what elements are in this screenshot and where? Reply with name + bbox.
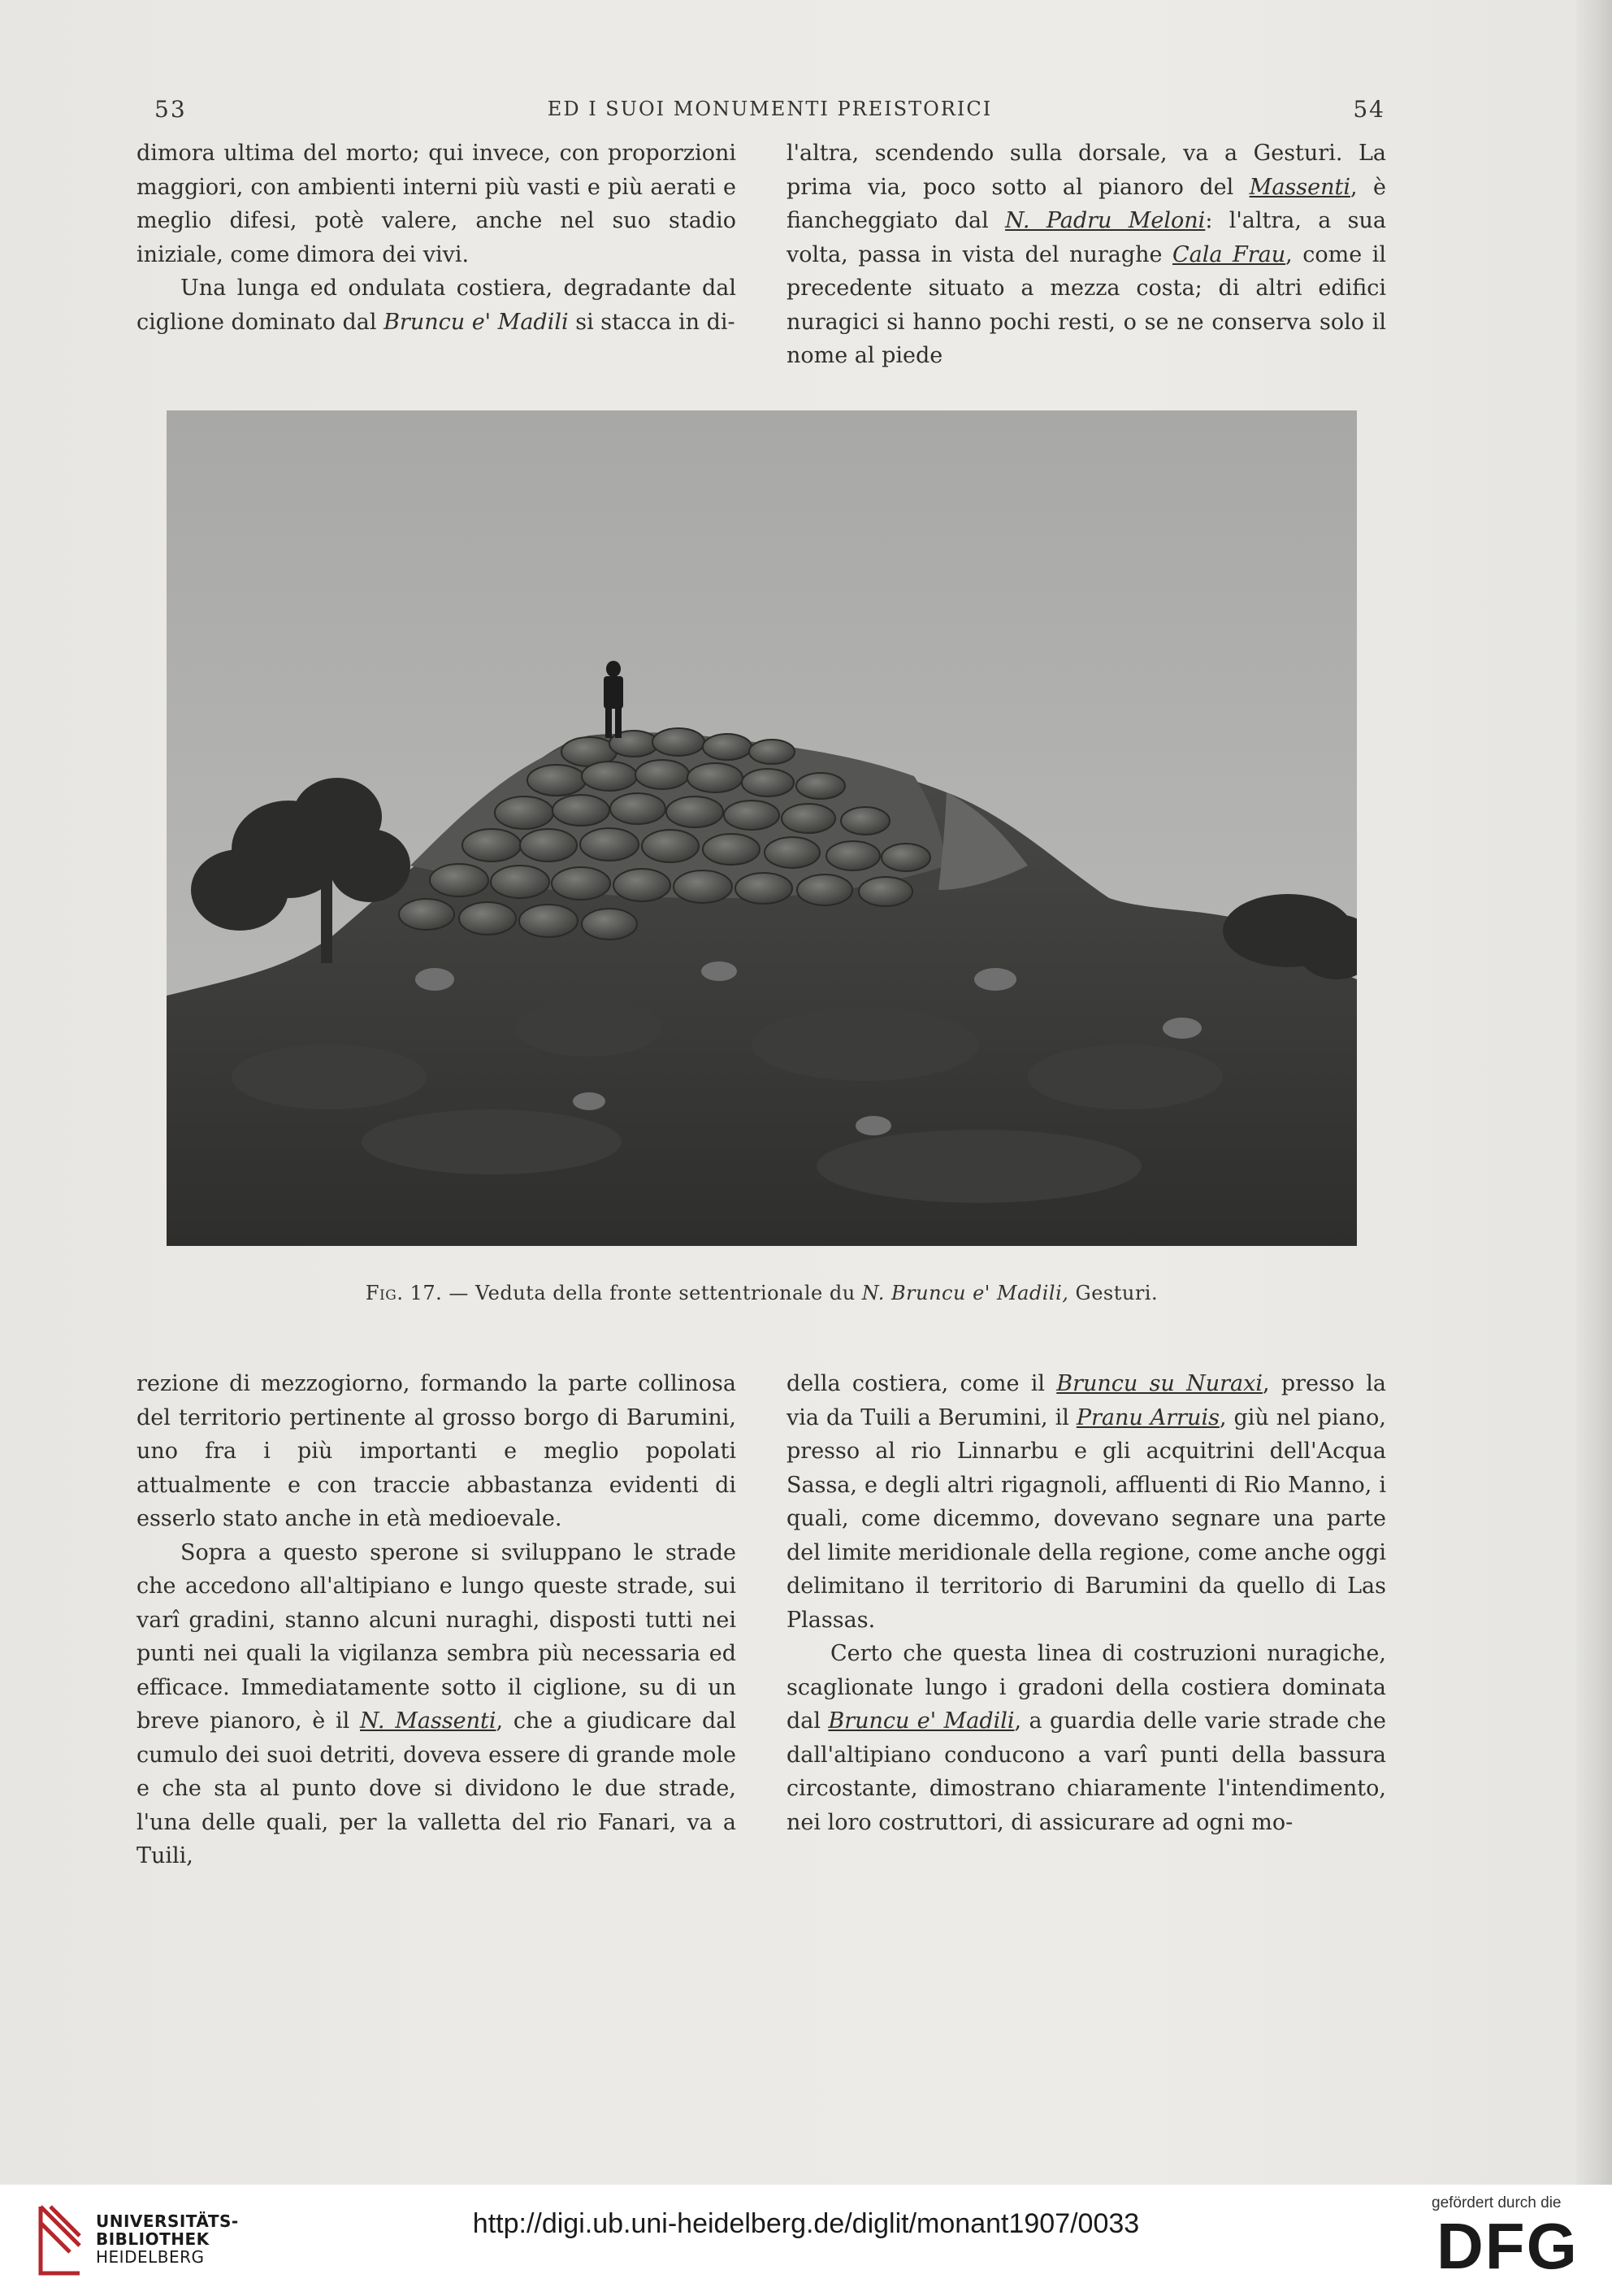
paragraph: dimora ultima del morto; qui invece, con proporzioni maggiori, con ambienti interni più vasti e più aerati e meglio difesi, potè valere, anche nel suo stadio iniziale, come dimora dei vivi. [136, 141, 736, 267]
footer-bar [0, 2185, 1612, 2296]
paragraph: della costiera, come il Bruncu su Nuraxi, presso la via da Tuili a Berumini, il Pranu Arruis, giù nel piano, presso al rio Linnarbu e gli acquitrini dell'Acqua Sassa, e degli altri rigagnoli, affluenti di Rio Manno, i quali, come dicemmo, dovevano segnare una parte del limite meridionale della regione, come anche oggi delimitano il territorio di Barumini da quello di Las Plassas. [786, 1371, 1386, 1633]
paragraph: Una lunga ed ondulata costiera, degradante dal ciglione dominato dal Bruncu e' Madili si stacca in di- [136, 276, 736, 335]
page-number-right: 54 [1353, 96, 1385, 123]
left-column-top [136, 137, 736, 339]
page-number-left: 53 [154, 96, 187, 123]
paragraph: l'altra, scendendo sulla dorsale, va a Gesturi. La prima via, poco sotto al pianoro del Massenti, è fiancheggiato dal N. Padru Meloni: l'altra, a sua volta, passa in vista del nuraghe Cala Frau, come il precedente situato a mezza costa; di altri edifici nuragici si hanno pochi resti, o se ne conserva solo il nome al piede [786, 141, 1387, 368]
paragraph: Certo che questa linea di costruzioni nuragiche, scaglionate lungo i gradoni della costiera dominata dal Bruncu e' Madili, a guardia delle varie strade che dall'altipiano conducono a varî punti della bassura circostante, dimostrano chiaramente l'intendimento, nei loro costruttori, di assicurare ad ogni mo- [786, 1641, 1386, 1835]
permalink-url[interactable]: http://digi.ub.uni-heidelberg.de/diglit/monant1907/0033 [472, 2208, 1140, 2239]
right-column-top [786, 137, 1386, 373]
dfg-logo: DFG [1436, 2210, 1579, 2282]
paragraph: Sopra a questo sperone si sviluppano le strade che accedono all'altipiano e lungo queste strade, sui varî gradini, stanno alcuni nuraghi, disposti tutti nei punti nei quali la vigilanza sembra più necessaria ed efficace. Immediatamente sotto il ciglione, su di un breve pianoro, è il N. Massenti, che a giudicare dal cumulo dei suoi detriti, doveva essere di grande mole e che sta al punto dove si dividono le due strade, l'una delle quali, per la valletta del rio Fanari, va a Tuili, [136, 1539, 736, 1868]
paragraph: rezione di mezzogiorno, formando la parte collinosa del territorio pertinente al grosso borgo di Barumini, uno fra i più importanti e meglio popolati attualmente e con traccie abbastanza evidenti di esserlo stato anche in età medioevale. [136, 1371, 736, 1531]
right-column-bottom [786, 1367, 1386, 1839]
running-header [154, 96, 1385, 128]
page-edge-shadow [1576, 0, 1612, 2185]
running-title: ED I SUOI MONUMENTI PREISTORICI [547, 98, 993, 120]
figure-label: Fig. 17. [365, 1282, 443, 1304]
university-library-name: UNIVERSITÄTS- BIBLIOTHEK HEIDELBERG [96, 2211, 239, 2267]
left-column-bottom [136, 1367, 736, 1873]
nuraghe-photograph [167, 410, 1357, 1246]
figure-caption: Fig. 17. — Veduta della fronte settentrionale du N. Bruncu e' Madili, Gesturi. [365, 1282, 1159, 1304]
sponsor-label: gefördert durch die [1432, 2194, 1562, 2211]
